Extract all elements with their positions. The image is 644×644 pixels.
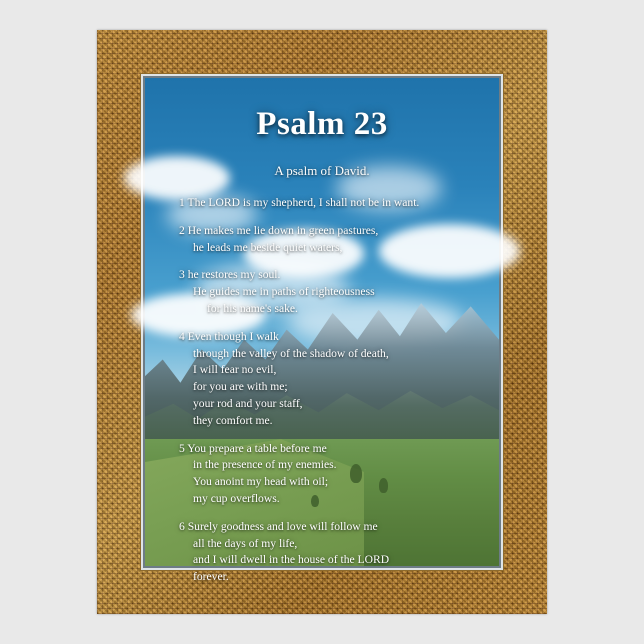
- verse-line: through the valley of the shadow of death,: [193, 346, 389, 360]
- verse-line: 6 Surely goodness and love will follow me: [179, 519, 378, 533]
- poster-text-layer: [145, 78, 499, 584]
- verse-line: You anoint my head with oil;: [193, 475, 329, 489]
- verse-line: forever.: [193, 570, 229, 584]
- verse-line: I will fear no evil,: [193, 363, 277, 377]
- verse-line: he leads me beside quiet waters,: [193, 240, 343, 254]
- verse-line: they comfort me.: [193, 413, 273, 427]
- verse: [179, 329, 473, 430]
- verse-line: my cup overflows.: [193, 491, 280, 505]
- verse-line: 3 he restores my soul.: [179, 268, 281, 282]
- verse-line: and I will dwell in the house of the LORD: [193, 553, 390, 567]
- verse-line: He guides me in paths of righteousness: [193, 285, 375, 299]
- verse-line: 5 You prepare a table before me: [179, 441, 327, 455]
- verse-line: 2 He makes me lie down in green pastures,: [179, 223, 379, 237]
- verse-line: 1 The LORD is my shepherd, I shall not be in want.: [179, 196, 420, 209]
- verse-line: for his name's sake.: [207, 301, 298, 315]
- verse: [179, 195, 473, 212]
- poster-photo-frame: [143, 76, 501, 584]
- verse: [179, 519, 473, 586]
- verse-line: your rod and your staff,: [193, 396, 303, 410]
- verse: [179, 267, 473, 317]
- verse-line: 4 Even though I walk: [179, 329, 279, 343]
- verse-line: all the days of my life,: [193, 536, 298, 550]
- verse: [179, 223, 473, 257]
- poster-subtitle: A psalm of David.: [274, 163, 370, 178]
- verse-line: for you are with me;: [193, 380, 288, 394]
- verse: [179, 441, 473, 508]
- verse-line: in the presence of my enemies.: [193, 458, 337, 472]
- page-title: Psalm 23: [256, 106, 388, 142]
- verse-list: [145, 195, 499, 586]
- poster: [97, 30, 547, 614]
